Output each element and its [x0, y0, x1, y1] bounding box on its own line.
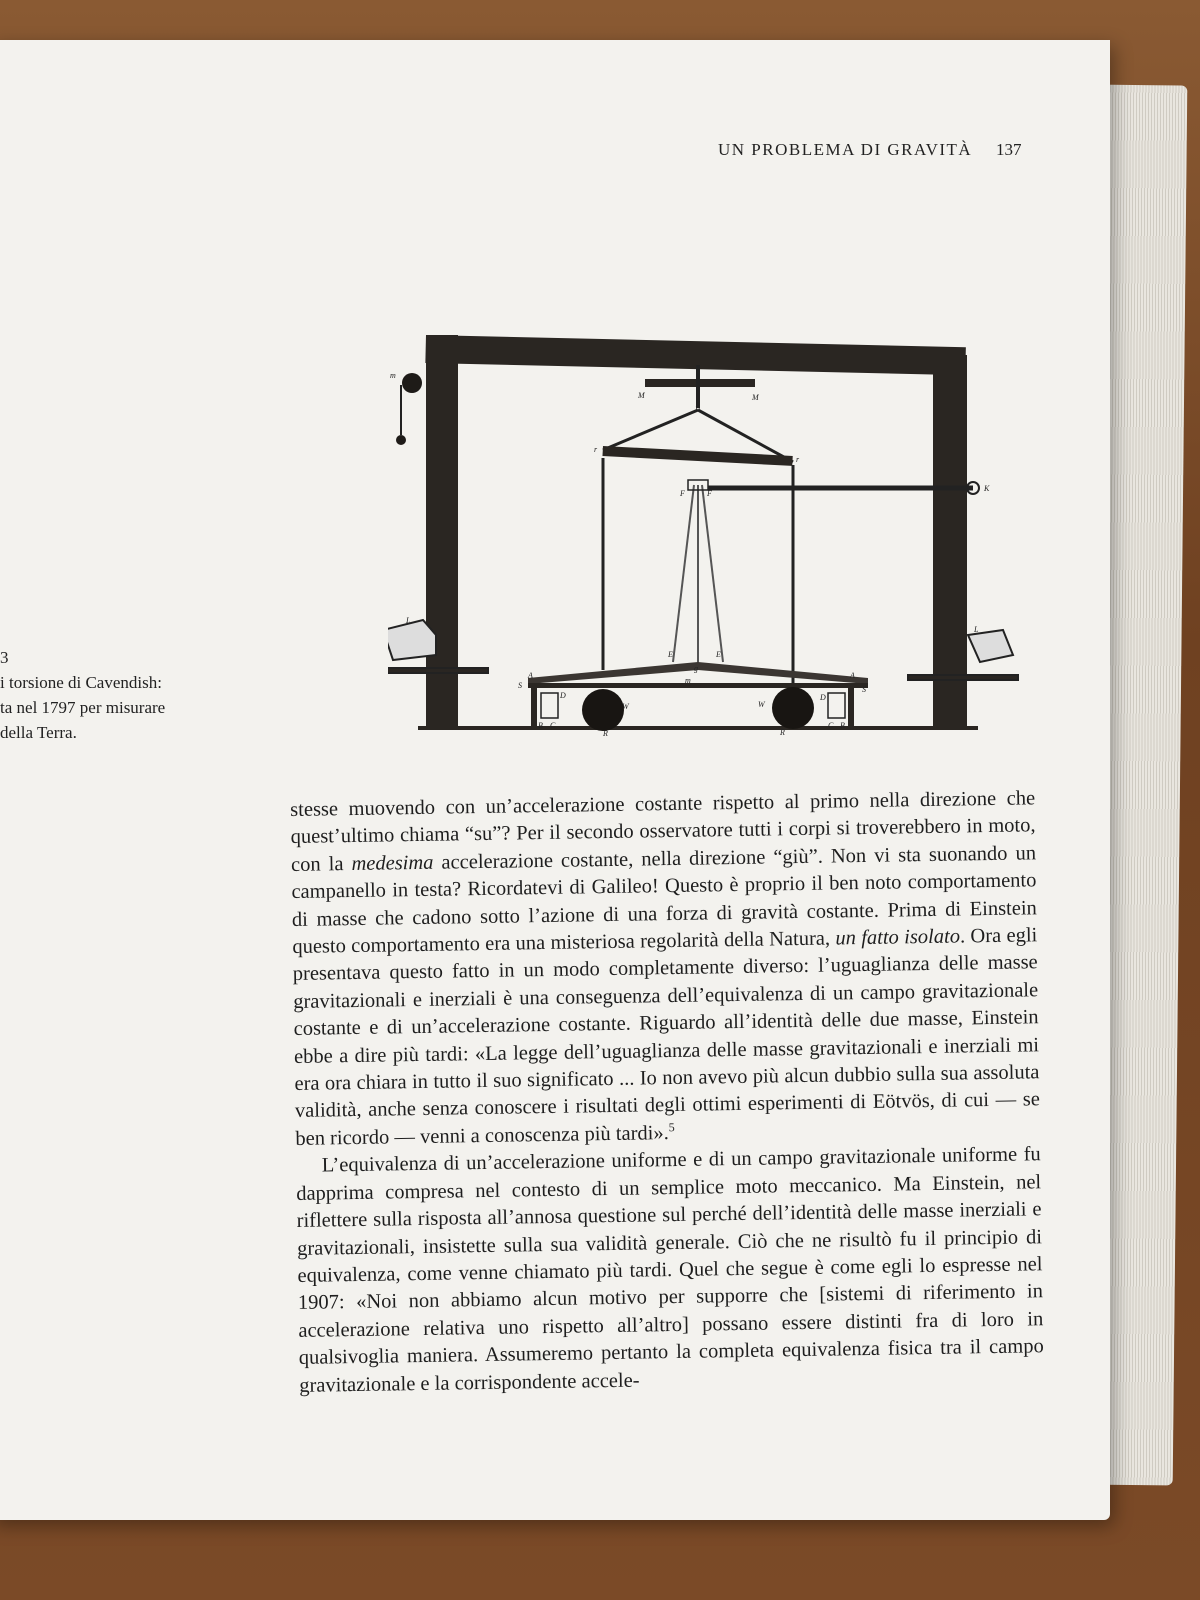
pulley	[396, 373, 422, 445]
label-L: L	[974, 625, 979, 634]
label-M: M	[752, 393, 759, 402]
label-m: m	[390, 371, 396, 380]
chapter-title: UN PROBLEMA DI GRAVITÀ	[718, 140, 973, 159]
label-F: F	[680, 489, 685, 498]
label-F: F	[707, 489, 712, 498]
label-B: B	[538, 721, 543, 730]
label-r: r	[796, 455, 800, 464]
label-g: g	[694, 664, 698, 673]
text-run: stesse muovendo con un’accelerazione costante rispetto al primo nella direzione che quest’ultimo chiama “su”? Per il secondo osservatore tutti i corpi si troverebbero in moto, con la	[290, 787, 1036, 876]
label-R: R	[780, 728, 785, 737]
caption-line: i torsione di Cavendish:	[0, 673, 162, 692]
label-W: W	[758, 700, 765, 709]
text-run: accelerazione costante, nella direzione “giù”. Non vi sta suonando un campanello in testa? Ricordatevi di Galileo! Questo è proprio il ben noto comportamento di masse che cadono sotto l’azione di una forza di gravità costante. Prima di Einstein questo comportamento era una misteriosa regolarità della Natura,	[291, 842, 1038, 959]
page-number: 137	[995, 140, 1022, 159]
text-run: . Ora egli presentava questo fatto in un modo completamente diverso: l’uguaglianza delle masse gravitazionali e inerziali è una conseguenza dell’equivalenza di un campo gravitazionale costante e di un’accelerazione costante. Riguardo all’identità delle due masse, Einstein ebbe a dire più tardi: «La legge dell’uguaglianza delle masse gravitazionali e inerziali mi era ora chiara in tutto il suo significato ... Io non avevo più alcun dubbio sulla sua assoluta validità, anche senza conoscere i risultati degli ottimi esperimenti di Eötvös, di cui — se ben ricordo — venni a conoscenza più tardi».	[292, 924, 1041, 1150]
label-D: D	[820, 693, 826, 702]
label-P: P	[695, 405, 700, 414]
label-r: r	[594, 445, 598, 454]
caption-line: della Terra.	[0, 723, 77, 742]
label-S: S	[862, 685, 866, 694]
label-K: K	[984, 484, 990, 493]
cavendish-apparatus-figure	[388, 290, 1028, 745]
label-D: D	[560, 691, 566, 700]
caption-line: ta nel 1797 per misurare	[0, 698, 166, 717]
weight-right	[772, 687, 814, 729]
weight-left	[582, 689, 624, 731]
label-S: S	[518, 681, 522, 690]
label-A: A	[850, 671, 855, 680]
book-page	[0, 40, 1110, 1520]
paragraph	[290, 785, 1041, 1153]
label-C: C	[550, 721, 556, 730]
label-A: A	[528, 671, 533, 680]
label-m: m	[685, 676, 691, 685]
running-head	[718, 140, 1021, 160]
label-C: C	[828, 721, 834, 730]
italic-text: medesima	[351, 851, 434, 875]
label-L: L	[406, 616, 411, 625]
label-E: E	[716, 650, 721, 659]
label-B: B	[840, 721, 845, 730]
italic-text: un fatto isolato	[835, 925, 961, 950]
label-E: E	[668, 650, 673, 659]
label-W: W	[622, 702, 629, 711]
footnote-ref: 5	[668, 1120, 675, 1135]
paragraph: L’equivalenza di un’accelerazione uniforme e di un campo gravitazionale uniforme fu dapprima compresa nel contesto di un semplice moto meccanico. Ma Einstein, nel riflettere sulla risposta all’annosa questione sul perché dell’identità delle masse inerziali e gravitazionali, insistette sulla sua validità generale. Ciò che ne risultò fu il principio di equivalenza, come venne chiamato più tardi. Quel che segue è come egli lo espresse nel 1907: «Noi non abbiamo alcun motivo per supporre che [sistemi di riferimento in accelerazione relativa uno rispetto all’altro] possano essere distinti fra di loro in qualsivoglia maniera. Assumeremo pertanto la completa equivalenza fisica tra il campo gravitazionale e la corrispondente accele-	[296, 1143, 1044, 1397]
figure-caption	[0, 645, 230, 745]
label-R: R	[603, 729, 608, 738]
label-M: M	[638, 391, 645, 400]
body-text	[290, 785, 1044, 1400]
figure-number: 3	[0, 648, 9, 667]
